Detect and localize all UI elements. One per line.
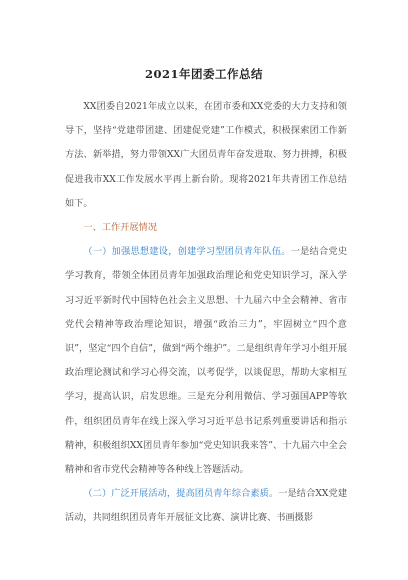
- section-heading-work-status: 一、工作开展情况: [83, 222, 157, 234]
- subsection-heading-activities: （二）广泛开展活动，提高团员青年综合素质。: [83, 488, 279, 500]
- document-body: [65, 95, 347, 531]
- subsection-paragraph-activities: [65, 482, 347, 530]
- document-title: 2021年团委工作总结: [144, 67, 263, 81]
- intro-paragraph: XX团委自2021年成立以来，在团市委和XX党委的大力支持和领导下，坚持“党建带团建、团建促党建”工作模式，积极探索团工作新方法、新举措，努力带领XX广大团员青年奋发进取、努力拼搏，积极促进我市XX工作发展水平再上新台阶。现将2021年共青团工作总结如下。: [65, 101, 347, 209]
- subsection-body-ideology: 一是结合党史学习教育，带领全体团员青年加强政治理论和党史知识学习，深入学习习近平新时代中国特色社会主义思想、十九届六中全会精神、省市党代会精神等政治理论知识，增强“政治三力”，牢固树立“四个意识”，坚定“四个自信”，做到“两个维护”。二是组织青年学习小组开展政治理论测试和学习心得交流，以考促学，以谈促思，帮助大家相互学习，提高认识，启发思维。三是充分利用微信、学习强国APP等软件，组织团员青年在线上深入学习习近平总书记系列重要讲话和指示精神，积极组织XX团员青年参加“党史知识我来答”、十九届六中全会精神和省市党代会精神等各种线上答题活动。: [65, 246, 348, 476]
- subsection-paragraph-ideology: [65, 240, 347, 482]
- subsection-body-activities: 一是结合XX党建活动，共同组织团员青年开展征文比赛、演讲比赛、书画摄影: [65, 488, 348, 524]
- subsection-heading-ideology: （一）加强思想建设，创建学习型团员青年队伍。: [83, 246, 291, 258]
